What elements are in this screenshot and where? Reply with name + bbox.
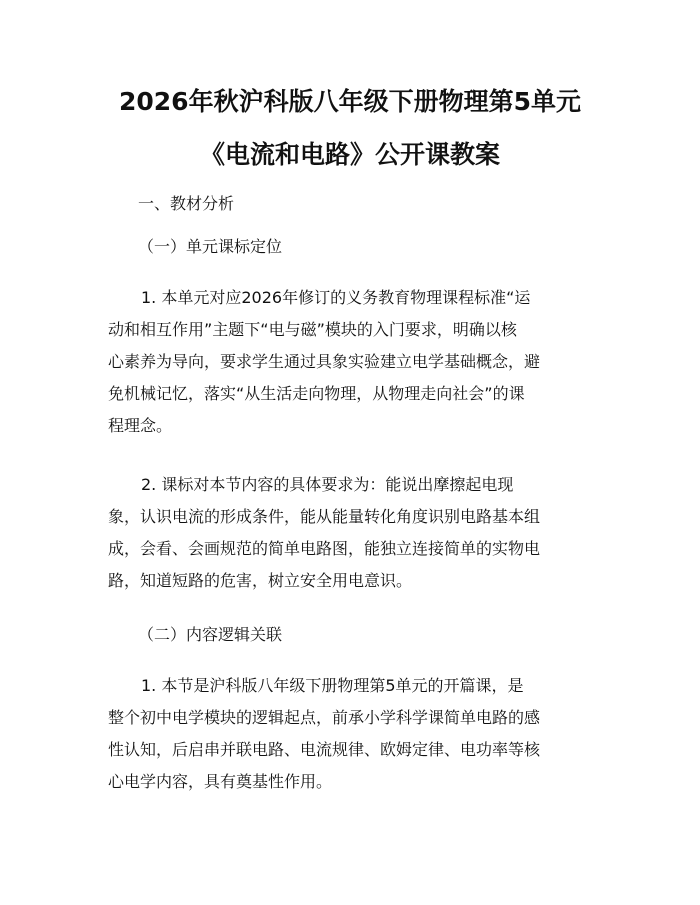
paragraph-line: 免机械记忆，落实“从生活走向物理，从物理走向社会”的课 bbox=[108, 384, 525, 403]
paragraph-line: 心素养为导向，要求学生通过具象实验建立电学基础概念，避 bbox=[108, 352, 541, 371]
section-heading-analysis: 一、教材分析 bbox=[138, 194, 235, 213]
paragraph-line: 心电学内容，具有奠基性作用。 bbox=[108, 772, 333, 791]
paragraph-line: 1. 本单元对应2026年修订的义务教育物理课程标准“运 bbox=[141, 288, 531, 307]
paragraph-line: 性认知，后启串并联电路、电流规律、欧姆定律、电功率等核 bbox=[108, 740, 541, 759]
paragraph-logic-1 bbox=[108, 670, 608, 798]
document-title-line-1: 2026年秋沪科版八年级下册物理第5单元 bbox=[119, 87, 581, 116]
subsection-heading-logic: （二）内容逻辑关联 bbox=[138, 625, 283, 644]
paragraph-line: 成，会看、会画规范的简单电路图，能独立连接简单的实物电 bbox=[108, 539, 541, 558]
paragraph-line: 象，认识电流的形成条件，能从能量转化角度识别电路基本组 bbox=[108, 507, 541, 526]
document-title-line-2: 《电流和电路》公开课教案 bbox=[199, 140, 500, 169]
paragraph-line: 1. 本节是沪科版八年级下册物理第5单元的开篇课，是 bbox=[141, 676, 524, 695]
paragraph-line: 整个初中电学模块的逻辑起点，前承小学科学课简单电路的感 bbox=[108, 708, 541, 727]
paragraph-line: 程理念。 bbox=[108, 416, 173, 435]
paragraph-line: 动和相互作用”主题下“电与磁”模块的入门要求，明确以核 bbox=[108, 320, 517, 339]
paragraph-standards-2 bbox=[108, 469, 608, 597]
paragraph-line: 路，知道短路的危害，树立安全用电意识。 bbox=[108, 571, 413, 590]
paragraph-standards-1 bbox=[108, 282, 608, 442]
paragraph-line: 2. 课标对本节内容的具体要求为：能说出摩擦起电现 bbox=[141, 475, 514, 494]
subsection-heading-standards: （一）单元课标定位 bbox=[138, 237, 283, 256]
